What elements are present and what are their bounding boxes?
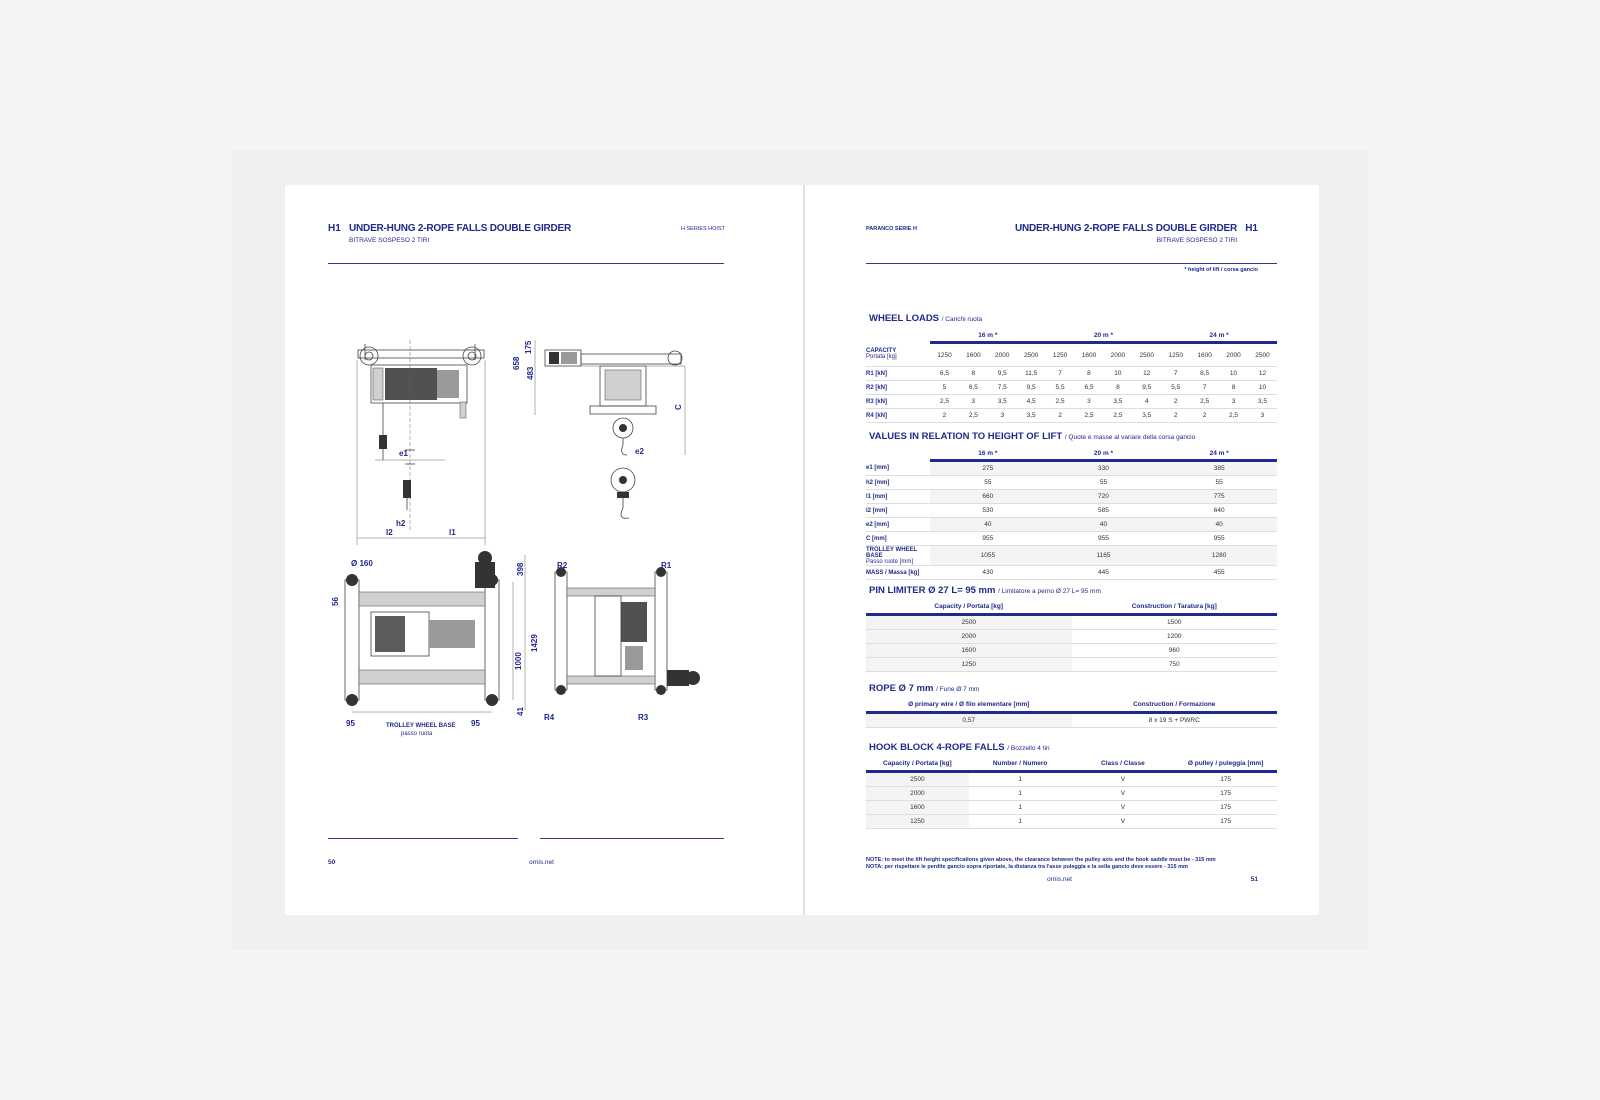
cell: 2,5 [968,412,978,419]
table-row [866,630,1277,644]
capacity-cell: 1250 [1052,351,1068,359]
wheel-loads-corner [866,329,930,343]
dim-1000-label: 1000 [514,652,523,670]
right-page-code: H1 [1245,223,1258,234]
dim-h2-label: h2 [396,519,406,528]
column-header: Capacity / Portata [kg] [866,599,1072,615]
cell: 660 [930,490,1046,504]
table-row [866,713,1277,728]
row-label: R3 [kN] [866,398,888,405]
height-values-table [866,447,1277,580]
height-values-title-it: / Quote e masse al variare della corsa gancio [1064,434,1196,441]
left-page [285,185,803,915]
table-row [866,409,1277,423]
cell: 5,5 [1055,384,1065,391]
cell: 960 [1168,647,1180,654]
row-label: R4 [kN] [866,412,888,419]
capacity-cell: 2000 [995,351,1010,359]
cell: 4 [1144,398,1149,405]
dim-e2-label: e2 [635,447,644,456]
wheel-loads-group: 20 m * [1046,329,1162,343]
trolley-wheel-base-sublabel: passo ruota [401,731,433,737]
cell: 955 [1098,535,1109,542]
cell: 1250 [866,658,1072,672]
cell: 175 [1220,804,1232,811]
cell: 7 [1058,370,1062,377]
dim-56-label: 56 [331,597,340,606]
table-row [866,772,1277,787]
cell: 9,5 [1142,384,1152,391]
right-content [866,185,1277,915]
table-row [866,546,1277,566]
table-row [866,490,1277,504]
capacity-cell: 1600 [966,351,981,359]
capacity-cell: 1600 [1081,351,1097,359]
cell: 10 [1114,370,1122,377]
table-row [866,532,1277,546]
cell: 3 [1000,412,1005,419]
cell: 955 [1213,535,1225,542]
cell: 2,5 [1200,398,1210,405]
dim-95-left-label: 95 [346,719,355,728]
cell: 1 [1018,790,1022,797]
cell: 40 [1046,518,1162,532]
dim-398-label: 398 [516,562,525,576]
cell: 1200 [1167,633,1182,640]
capacity-label: CAPACITY [866,348,897,355]
note-italian: NOTA: per rispettare le perdite gancio sopra riportate, la distanza tra l'asse puleggia e la sella gancio deve essere - 315 mm [866,864,1188,870]
right-page-title: UNDER-HUNG 2-ROPE FALLS DOUBLE GIRDER [1014,223,1237,234]
cell: 9,5 [997,370,1007,377]
cell: 175 [1220,790,1232,797]
height-values-heading [869,431,1195,442]
cell: 2 [942,412,947,419]
right-page [805,185,1319,915]
hook-block-title-it: / Bozzello 4 tiri [1007,745,1050,752]
capacity-cell: 1250 [937,351,952,359]
cell: 6,5 [1084,384,1094,391]
cell: 1600 [866,644,1072,658]
wheel-loads-table [866,329,1277,423]
column-header: Capacity / Portata [kg] [866,756,969,772]
row-label: h2 [mm] [866,479,890,486]
wheel-loads-title: WHEEL LOADS [869,313,940,324]
rope-title: ROPE Ø 7 mm [869,683,934,694]
column-header: Ø pulley / puleggia [mm] [1174,756,1277,772]
hook-block-heading [869,742,1050,753]
dim-483-label: 483 [526,366,535,380]
dim-c-label: C [674,404,683,410]
cell: V [1120,804,1126,811]
cell: V [1120,790,1126,797]
capacity-cell: 2500 [1139,351,1155,359]
note-english: NOTE: to meet the lift height specifications given above, the clearance between the pulley axis and the hook saddle must be - 315 mm [866,857,1216,863]
cell: 455 [1213,569,1225,576]
dim-l1-label: l1 [449,528,456,537]
cell: 175 [1220,818,1232,825]
cell: 1250 [866,815,969,829]
cell: 955 [982,535,994,542]
cell: 2 [1202,412,1207,419]
cell: 8 [1231,384,1236,391]
cell: 750 [1168,661,1180,668]
cell: 1 [1018,818,1022,825]
hoist-technical-drawing [325,330,725,750]
row-label: e1 [mm] [866,464,890,471]
pin-limiter-table [866,599,1277,672]
cell: 9,5 [1026,384,1036,391]
row-label: e2 [mm] [866,521,890,528]
cell: 6,5 [968,384,978,391]
rope-title-it: / Fune Ø 7 mm [936,686,980,693]
row-label: TROLLEY WHEEL BASE [866,546,918,559]
left-footer-url: ornis.net [529,859,554,866]
row-label: C [mm] [866,535,887,542]
cell: 1 [1018,804,1022,811]
cell: 1 [1018,776,1022,783]
cell: 8 x 19 S + PWRC [1148,717,1200,724]
capacity-cell: 2000 [1226,351,1241,359]
height-values-corner [866,447,930,461]
cell: 175 [1220,776,1232,783]
wheel-loads-heading [869,313,982,324]
cell: 3,5 [1142,412,1152,419]
cell: 2,5 [1113,412,1123,419]
dim-r3-label: R3 [638,713,649,722]
table-row [866,801,1277,815]
left-page-number: 50 [328,859,336,866]
table-row [866,815,1277,829]
cell: 3 [1087,398,1091,405]
cell: 2,5 [1228,412,1239,419]
cell: 275 [930,461,1046,476]
cell: 12 [1258,370,1267,377]
row-label: l2 [mm] [866,507,888,514]
cell: 0,57 [866,713,1072,728]
cell: 640 [1213,507,1225,514]
pin-limiter-title: PIN LIMITER Ø 27 L= 95 mm [869,585,996,596]
left-header-rule [328,263,724,264]
left-page-subtitle: BITRAVE SOSPESO 2 TIRI [349,237,430,244]
table-row [866,504,1277,518]
cell: 3,5 [1113,398,1123,405]
right-footer-url: ornis.net [1047,876,1072,883]
capacity-cell: 2500 [1255,351,1270,359]
dim-r1-label: R1 [661,561,672,570]
column-header: Class / Classe [1072,756,1175,772]
capacity-label-cell [866,343,930,367]
table-row [866,476,1277,490]
height-group: 16 m * [930,447,1046,461]
pin-limiter-title-it: / Limitatore a perno Ø 27 L= 95 mm [998,588,1101,595]
table-row [866,615,1277,630]
cell: 3 [1231,398,1236,405]
cell: 2500 [866,615,1072,630]
cell: 2000 [866,630,1072,644]
dim-160-label: Ø 160 [351,559,373,568]
cell: 40 [930,518,1046,532]
hook-block-table [866,756,1277,829]
cell: 445 [1098,569,1109,576]
cell: 7 [1202,384,1207,391]
cell: 55 [984,479,992,486]
right-page-number: 51 [1250,876,1258,883]
cell: 3 [971,398,976,405]
cell: 11,5 [1025,370,1038,377]
capacity-cell: 2000 [1110,351,1126,359]
dim-r2-label: R2 [557,561,568,570]
plan-view-drawing [331,551,539,737]
capacity-label-it: Portata [kg] [866,354,897,361]
cell: 2 [1058,412,1062,419]
cell: 720 [1046,490,1162,504]
cell: 55 [1215,479,1223,486]
cell: V [1120,776,1126,783]
left-page-title: UNDER-HUNG 2-ROPE FALLS DOUBLE GIRDER [349,223,572,234]
height-group: 20 m * [1046,447,1162,461]
front-view-drawing [357,340,485,545]
cell: 2000 [866,787,969,801]
cell: 775 [1161,490,1277,504]
row-label-it: Passo ruote [mm] [866,558,914,565]
column-header: Construction / Formazione [1072,697,1278,713]
cell: 1600 [866,801,969,815]
table-row [866,518,1277,532]
cell: V [1120,818,1126,825]
dim-r4-label: R4 [544,713,555,722]
table-row [866,395,1277,409]
cell: 12 [1143,370,1151,377]
cell: 3,5 [1026,412,1036,419]
cell: 6,5 [939,370,949,377]
right-page-subtitle: BITRAVE SOSPESO 2 TIRI [1156,237,1237,244]
cell: 3,5 [997,398,1007,405]
cell: 40 [1161,518,1277,532]
cell: 585 [1098,507,1109,514]
dim-175-label: 175 [524,340,533,354]
wheel-loads-group: 24 m * [1161,329,1277,343]
cell: 8 [971,370,976,377]
cell: 5 [942,384,947,391]
cell: 1165 [1046,546,1162,566]
dim-e1-label: e1 [399,449,408,458]
capacity-cell: 1250 [1168,351,1183,359]
left-footer-rule-1 [328,838,518,839]
height-group: 24 m * [1161,447,1277,461]
height-values-title: VALUES IN RELATION TO HEIGHT OF LIFT [869,431,1063,442]
cell: 8 [1116,384,1120,391]
dim-658-label: 658 [512,356,521,370]
table-row [866,367,1277,381]
right-page-series: PARANCO SERIE H [866,226,917,232]
rope-heading [869,683,979,694]
column-header: Number / Numero [969,756,1072,772]
trolley-wheel-base-label: TROLLEY WHEEL BASE [386,723,456,729]
row-label: l1 [mm] [866,493,888,500]
capacity-cell: 1600 [1197,351,1212,359]
cell: 7 [1173,370,1178,377]
table-row [866,787,1277,801]
cell: 330 [1046,461,1162,476]
cell: 385 [1161,461,1277,476]
capacity-cell: 2500 [1023,351,1039,359]
pin-limiter-heading [869,585,1101,596]
top-view-drawing [544,561,700,722]
cell: 8 [1087,370,1091,377]
cell: 430 [982,569,994,576]
cell: 55 [1099,479,1108,486]
cell: 3,5 [1257,398,1267,405]
row-label: MASS / Massa [kg] [866,569,920,576]
height-of-lift-note: * height of lift / corsa gancio [1184,267,1258,273]
table-row [866,381,1277,395]
hook-block-title: HOOK BLOCK 4-ROPE FALLS [869,742,1005,753]
wheel-loads-group: 16 m * [930,329,1046,343]
cell: 5,5 [1171,384,1181,391]
row-label: R1 [kN] [866,370,888,377]
cell: 2500 [866,772,969,787]
column-header: Ø primary wire / Ø filo elementare [mm] [866,697,1072,713]
dim-1429-label: 1429 [530,634,539,652]
cell: 10 [1229,370,1238,377]
cell: 1280 [1161,546,1277,566]
dim-l2-label: l2 [386,528,393,537]
left-page-series: H SERIES HOIST [680,226,725,232]
table-row [866,644,1277,658]
cell: 3 [1260,412,1265,419]
row-label: R2 [kN] [866,384,888,391]
cell: 10 [1258,384,1267,391]
row-label-cell [866,546,930,566]
cell: 530 [982,507,994,514]
wheel-loads-title-it: / Carichi ruota [941,316,983,323]
left-page-code: H1 [328,223,341,234]
rope-table [866,697,1277,728]
cell: 2,5 [1084,412,1094,419]
cell: 2 [1173,412,1178,419]
cell: 1055 [930,546,1046,566]
cell: 8,5 [1200,370,1210,377]
table-row [866,566,1277,580]
table-row [866,461,1277,476]
cell: 2,5 [939,398,949,405]
cell: 1500 [1167,619,1182,626]
table-row [866,658,1277,672]
left-footer-rule-2 [540,838,724,839]
cell: 2 [1173,398,1178,405]
cell: 4,5 [1026,398,1036,405]
dim-41-label: 41 [516,707,525,716]
column-header: Construction / Taratura [kg] [1072,599,1278,615]
cell: 2,5 [1055,398,1065,405]
side-view-drawing [512,340,685,518]
dim-95-right-label: 95 [471,719,480,728]
cell: 7,5 [997,384,1007,391]
